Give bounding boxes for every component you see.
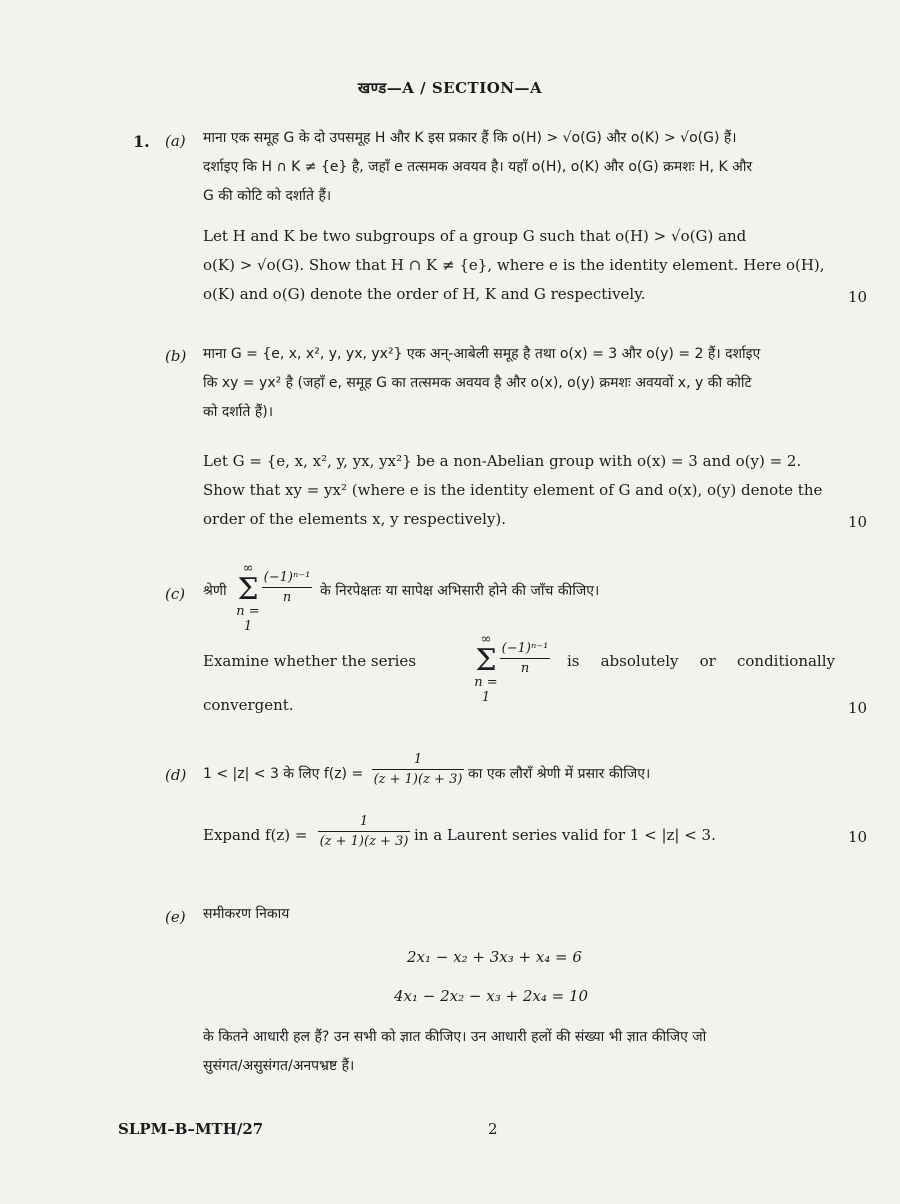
- part-c-english-line-2: convergent.: [203, 696, 294, 714]
- fraction-denominator: n: [520, 661, 530, 676]
- part-b-hindi-line-1: माना G = {e, x, x², y, yx, yx²} एक अन्-आबेली समूह है तथा o(x) = 3 और o(y) = 2 हैं। दर्शाइए: [203, 346, 761, 362]
- part-a-label: (a): [165, 132, 186, 150]
- fraction-denominator: (z + 1)(z + 3): [319, 834, 409, 849]
- part-c-label: (c): [165, 585, 186, 603]
- sigma-symbol: Σ: [475, 643, 497, 678]
- part-b-english-line-2: Show that xy = yx² (where e is the identity element of G and o(x), o(y) denote the: [203, 481, 823, 499]
- fraction-denominator: (z + 1)(z + 3): [373, 772, 463, 787]
- fraction-numerator: (−1)ⁿ⁻¹: [263, 570, 311, 585]
- fraction-numerator: 1: [359, 814, 369, 829]
- part-e-label: (e): [165, 908, 186, 926]
- fraction-bar: [372, 769, 464, 770]
- part-a-hindi-line-3: G की कोटि को दर्शाते हैं।: [203, 188, 332, 204]
- equation-2: 4x₁ − 2x₂ − x₃ + 2x₄ = 10: [394, 987, 589, 1005]
- question-number: 1.: [133, 132, 150, 151]
- part-d-hindi-suffix: का एक लौराँ श्रेणी में प्रसार कीजिए।: [468, 766, 651, 782]
- part-a-english-line-2: o(K) > √o(G). Show that H ∩ K ≠ {e}, where e is the identity element. Here o(H),: [203, 256, 825, 274]
- part-d-label: (d): [165, 766, 187, 784]
- part-c-hindi-suffix: के निरपेक्षतः या सापेक्ष अभिसारी होने की जाँच कीजिए।: [320, 583, 600, 599]
- fraction-bar: [262, 587, 312, 588]
- part-a-english-line-1: Let H and K be two subgroups of a group G such that o(H) > √o(G) and: [203, 227, 747, 245]
- part-a-hindi-line-2: दर्शाइए कि H ∩ K ≠ {e} है, जहाँ e तत्समक अवयव है। यहाँ o(H), o(K) और o(G) क्रमशः H, K और: [203, 159, 753, 175]
- part-c-fraction-english: [500, 641, 550, 676]
- sum-lower-limit: n = 1: [474, 675, 498, 705]
- part-c-sum-hindi: [232, 561, 264, 634]
- part-d-fraction-english: [318, 814, 410, 849]
- part-c-hindi-prefix: श्रेणी: [203, 583, 227, 599]
- part-a-marks: 10: [848, 288, 868, 306]
- part-d-hindi-prefix: 1 < |z| < 3 के लिए f(z) =: [203, 766, 364, 782]
- part-c-english-suffix: is absolutely or conditionally: [567, 652, 835, 670]
- part-b-english-line-1: Let G = {e, x, x², y, yx, yx²} be a non-Abelian group with o(x) = 3 and o(y) = 2.: [203, 452, 802, 470]
- section-title: खण्ड—A / SECTION—A: [357, 79, 543, 97]
- equation-1: 2x₁ − x₂ + 3x₃ + x₄ = 6: [407, 948, 582, 966]
- fraction-bar: [500, 658, 550, 659]
- sigma-symbol: Σ: [237, 572, 259, 607]
- fraction-bar: [318, 831, 410, 832]
- part-d-marks: 10: [848, 828, 868, 846]
- part-b-hindi-line-2: कि xy = yx² है (जहाँ e, समूह G का तत्समक अवयव है और o(x), o(y) क्रमशः अवयवों x, y की कोटि: [203, 375, 752, 391]
- part-e-hindi-line-1: समीकरण निकाय: [203, 906, 290, 922]
- part-a-english-line-3: o(K) and o(G) denote the order of H, K and G respectively.: [203, 285, 646, 303]
- sum-upper-limit: ∞: [480, 632, 492, 647]
- page-number: 2: [488, 1120, 498, 1138]
- fraction-numerator: (−1)ⁿ⁻¹: [501, 641, 549, 656]
- sum-lower-limit: n = 1: [236, 604, 260, 634]
- part-d-english-suffix: in a Laurent series valid for 1 < |z| < 3.: [414, 826, 716, 844]
- sum-upper-limit: ∞: [242, 561, 254, 576]
- paper-code: SLPM–B–MTH/27: [118, 1120, 264, 1138]
- part-e-hindi-line-3: सुसंगत/असुसंगत/अनपभ्रष्ट हैं।: [203, 1058, 355, 1074]
- fraction-denominator: n: [282, 590, 292, 605]
- fraction-numerator: 1: [413, 752, 423, 767]
- part-c-fraction-hindi: [262, 570, 312, 605]
- part-b-hindi-line-3: को दर्शाते हैं)।: [203, 404, 274, 420]
- part-d-english-prefix: Expand f(z) =: [203, 826, 308, 844]
- part-c-marks: 10: [848, 699, 868, 717]
- part-b-label: (b): [165, 347, 187, 365]
- part-e-hindi-line-2: के कितने आधारी हल हैं? उन सभी को ज्ञात कीजिए। उन आधारी हलों की संख्या भी ज्ञात कीजिए जो: [203, 1029, 707, 1045]
- part-c-english-prefix: Examine whether the series: [203, 652, 417, 670]
- part-b-marks: 10: [848, 513, 868, 531]
- part-a-hindi-line-1: माना एक समूह G के दो उपसमूह H और K इस प्रकार हैं कि o(H) > √o(G) और o(K) > √o(G) हैं।: [203, 130, 737, 146]
- part-d-fraction-hindi: [372, 752, 464, 787]
- part-b-english-line-3: order of the elements x, y respectively).: [203, 510, 507, 528]
